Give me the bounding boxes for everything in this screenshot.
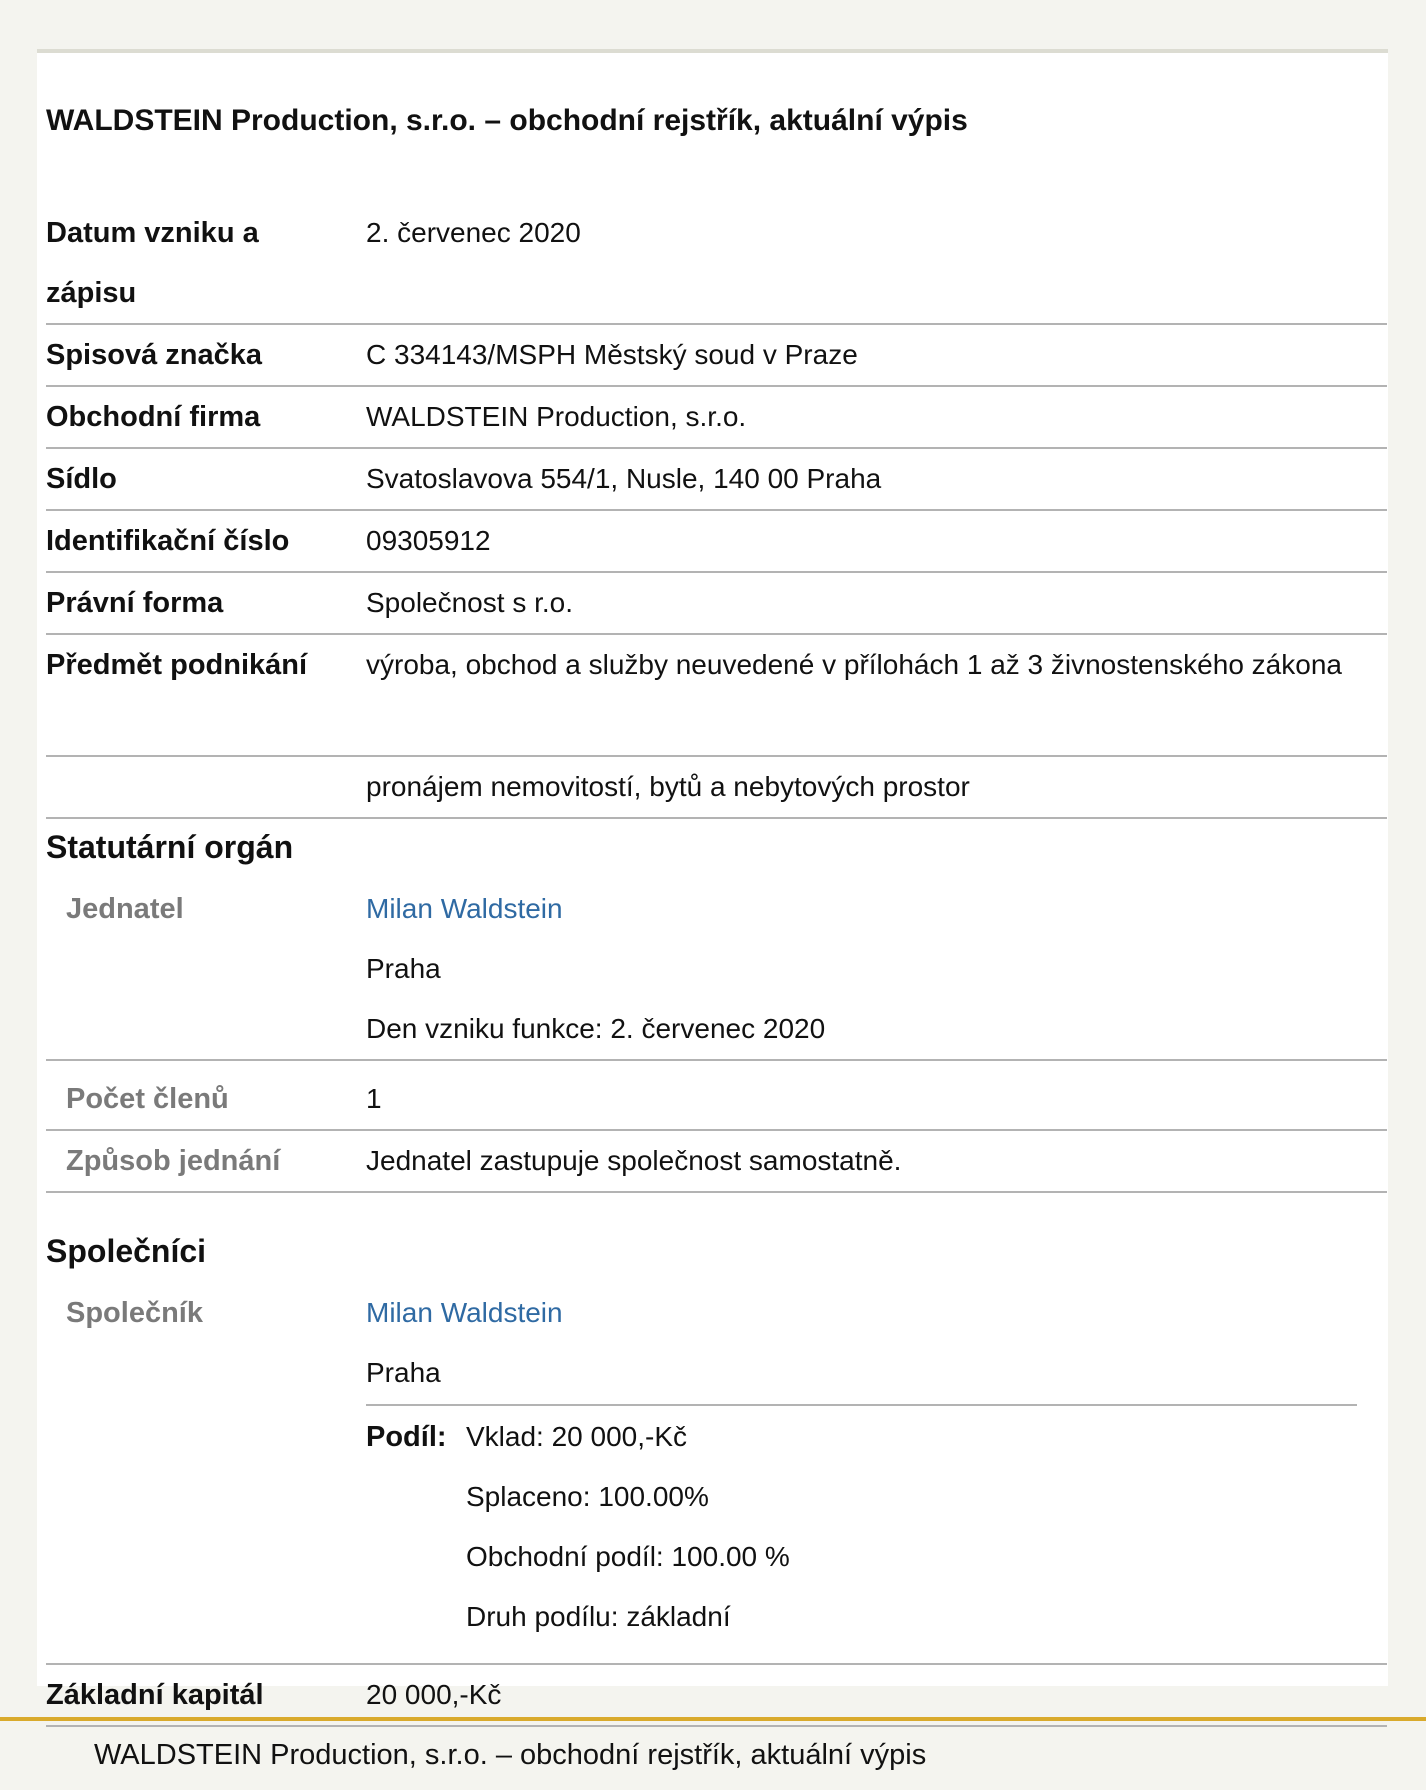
label-jednatel: Jednatel (66, 893, 184, 925)
jednatel-name-link[interactable]: Milan Waldstein (366, 893, 563, 924)
podil-vklad: Vklad: 20 000,-Kč (466, 1421, 688, 1452)
podil-obchodni-podil: Obchodní podíl: 100.00 % (466, 1541, 790, 1572)
zakladni-kapital-text: 20 000,-Kč (366, 1679, 502, 1710)
label-pocet-clenu: Počet členů (66, 1083, 229, 1115)
pravni-forma-text: Společnost s r.o. (366, 587, 574, 618)
row-obchodni-firma (46, 387, 1387, 449)
row-spolecnik (46, 1283, 1387, 1665)
spisova-znacka-text: C 334143/MSPH Městský soud v Praze (366, 339, 858, 370)
jednatel-city: Praha (366, 953, 441, 984)
document-title: WALDSTEIN Production, s.r.o. – obchodní rejstřík, aktuální výpis (46, 104, 968, 137)
label-predmet-podnikani: Předmět podnikání (46, 649, 308, 681)
row-ico (46, 511, 1387, 573)
row-jednatel (46, 879, 1387, 1061)
zpusob-jednani-text: Jednatel zastupuje společnost samostatně. (366, 1145, 902, 1176)
spolecnik-name-link[interactable]: Milan Waldstein (366, 1297, 563, 1328)
section-statutarni-organ: Statutární orgán (46, 829, 294, 865)
label-obchodni-firma: Obchodní firma (46, 401, 261, 433)
footer-divider (0, 1717, 1426, 1721)
sidlo-text: Svatoslavova 554/1, Nusle, 140 00 Praha (366, 463, 882, 494)
footer-title: WALDSTEIN Production, s.r.o. – obchodní rejstřík, aktuální výpis (94, 1739, 927, 1771)
podil-divider (366, 1404, 1357, 1406)
label-spisova-znacka: Spisová značka (46, 339, 262, 371)
label-zakladni-kapital: Základní kapitál (46, 1679, 264, 1711)
value-zakladni-kapital (366, 1665, 501, 1725)
podil-druh: Druh podílu: základní (466, 1601, 731, 1632)
value-pravni-forma (366, 573, 573, 633)
datum-vzniku-text: 2. červenec 2020 (366, 217, 581, 248)
label-spolecnik: Společník (66, 1297, 203, 1329)
label-zpusob-jednani: Způsob jednání (66, 1145, 281, 1177)
label-sidlo: Sídlo (46, 463, 117, 495)
row-predmet-podnikani-1 (46, 635, 1387, 757)
row-sidlo (46, 449, 1387, 511)
value-jednatel (366, 879, 825, 1059)
row-pravni-forma (46, 573, 1387, 635)
obchodni-firma-text: WALDSTEIN Production, s.r.o. (366, 401, 747, 432)
value-spisova-znacka (366, 325, 858, 385)
label-pravni-forma: Právní forma (46, 587, 224, 619)
podil-splaceno: Splaceno: 100.00% (466, 1481, 709, 1512)
register-card (37, 49, 1388, 1711)
value-pocet-clenu (366, 1069, 382, 1129)
value-predmet-podnikani-2 (366, 757, 970, 817)
row-zpusob-jednani (46, 1131, 1387, 1193)
jednatel-den-vzniku: Den vzniku funkce: 2. červenec 2020 (366, 1013, 826, 1044)
section-spolecnici: Společníci (46, 1233, 207, 1269)
value-datum-vzniku (366, 203, 581, 263)
predmet-podnikani-item-2: pronájem nemovitostí, bytů a nebytových prostor (366, 771, 970, 802)
value-ico (366, 511, 491, 571)
row-predmet-podnikani-2 (46, 757, 1387, 819)
value-sidlo (366, 449, 881, 509)
label-datum-vzniku: Datum vzniku a zápisu (46, 217, 259, 309)
value-predmet-podnikani-1 (366, 635, 1366, 695)
value-spolecnik (366, 1283, 563, 1403)
podil-label: Podíl: (366, 1421, 447, 1453)
row-pocet-clenu (46, 1069, 1387, 1131)
podil-values (466, 1407, 790, 1647)
ico-text: 09305912 (366, 525, 491, 556)
predmet-podnikani-item-1: výroba, obchod a služby neuvedené v přílohách 1 až 3 živnostenského zákona (366, 649, 1342, 680)
row-datum-vzniku (46, 203, 1387, 325)
row-spisova-znacka (46, 325, 1387, 387)
value-zpusob-jednani (366, 1131, 901, 1191)
label-ico: Identifikační číslo (46, 525, 290, 557)
spolecnik-city: Praha (366, 1357, 441, 1388)
pocet-clenu-text: 1 (366, 1083, 382, 1114)
value-obchodni-firma (366, 387, 746, 447)
